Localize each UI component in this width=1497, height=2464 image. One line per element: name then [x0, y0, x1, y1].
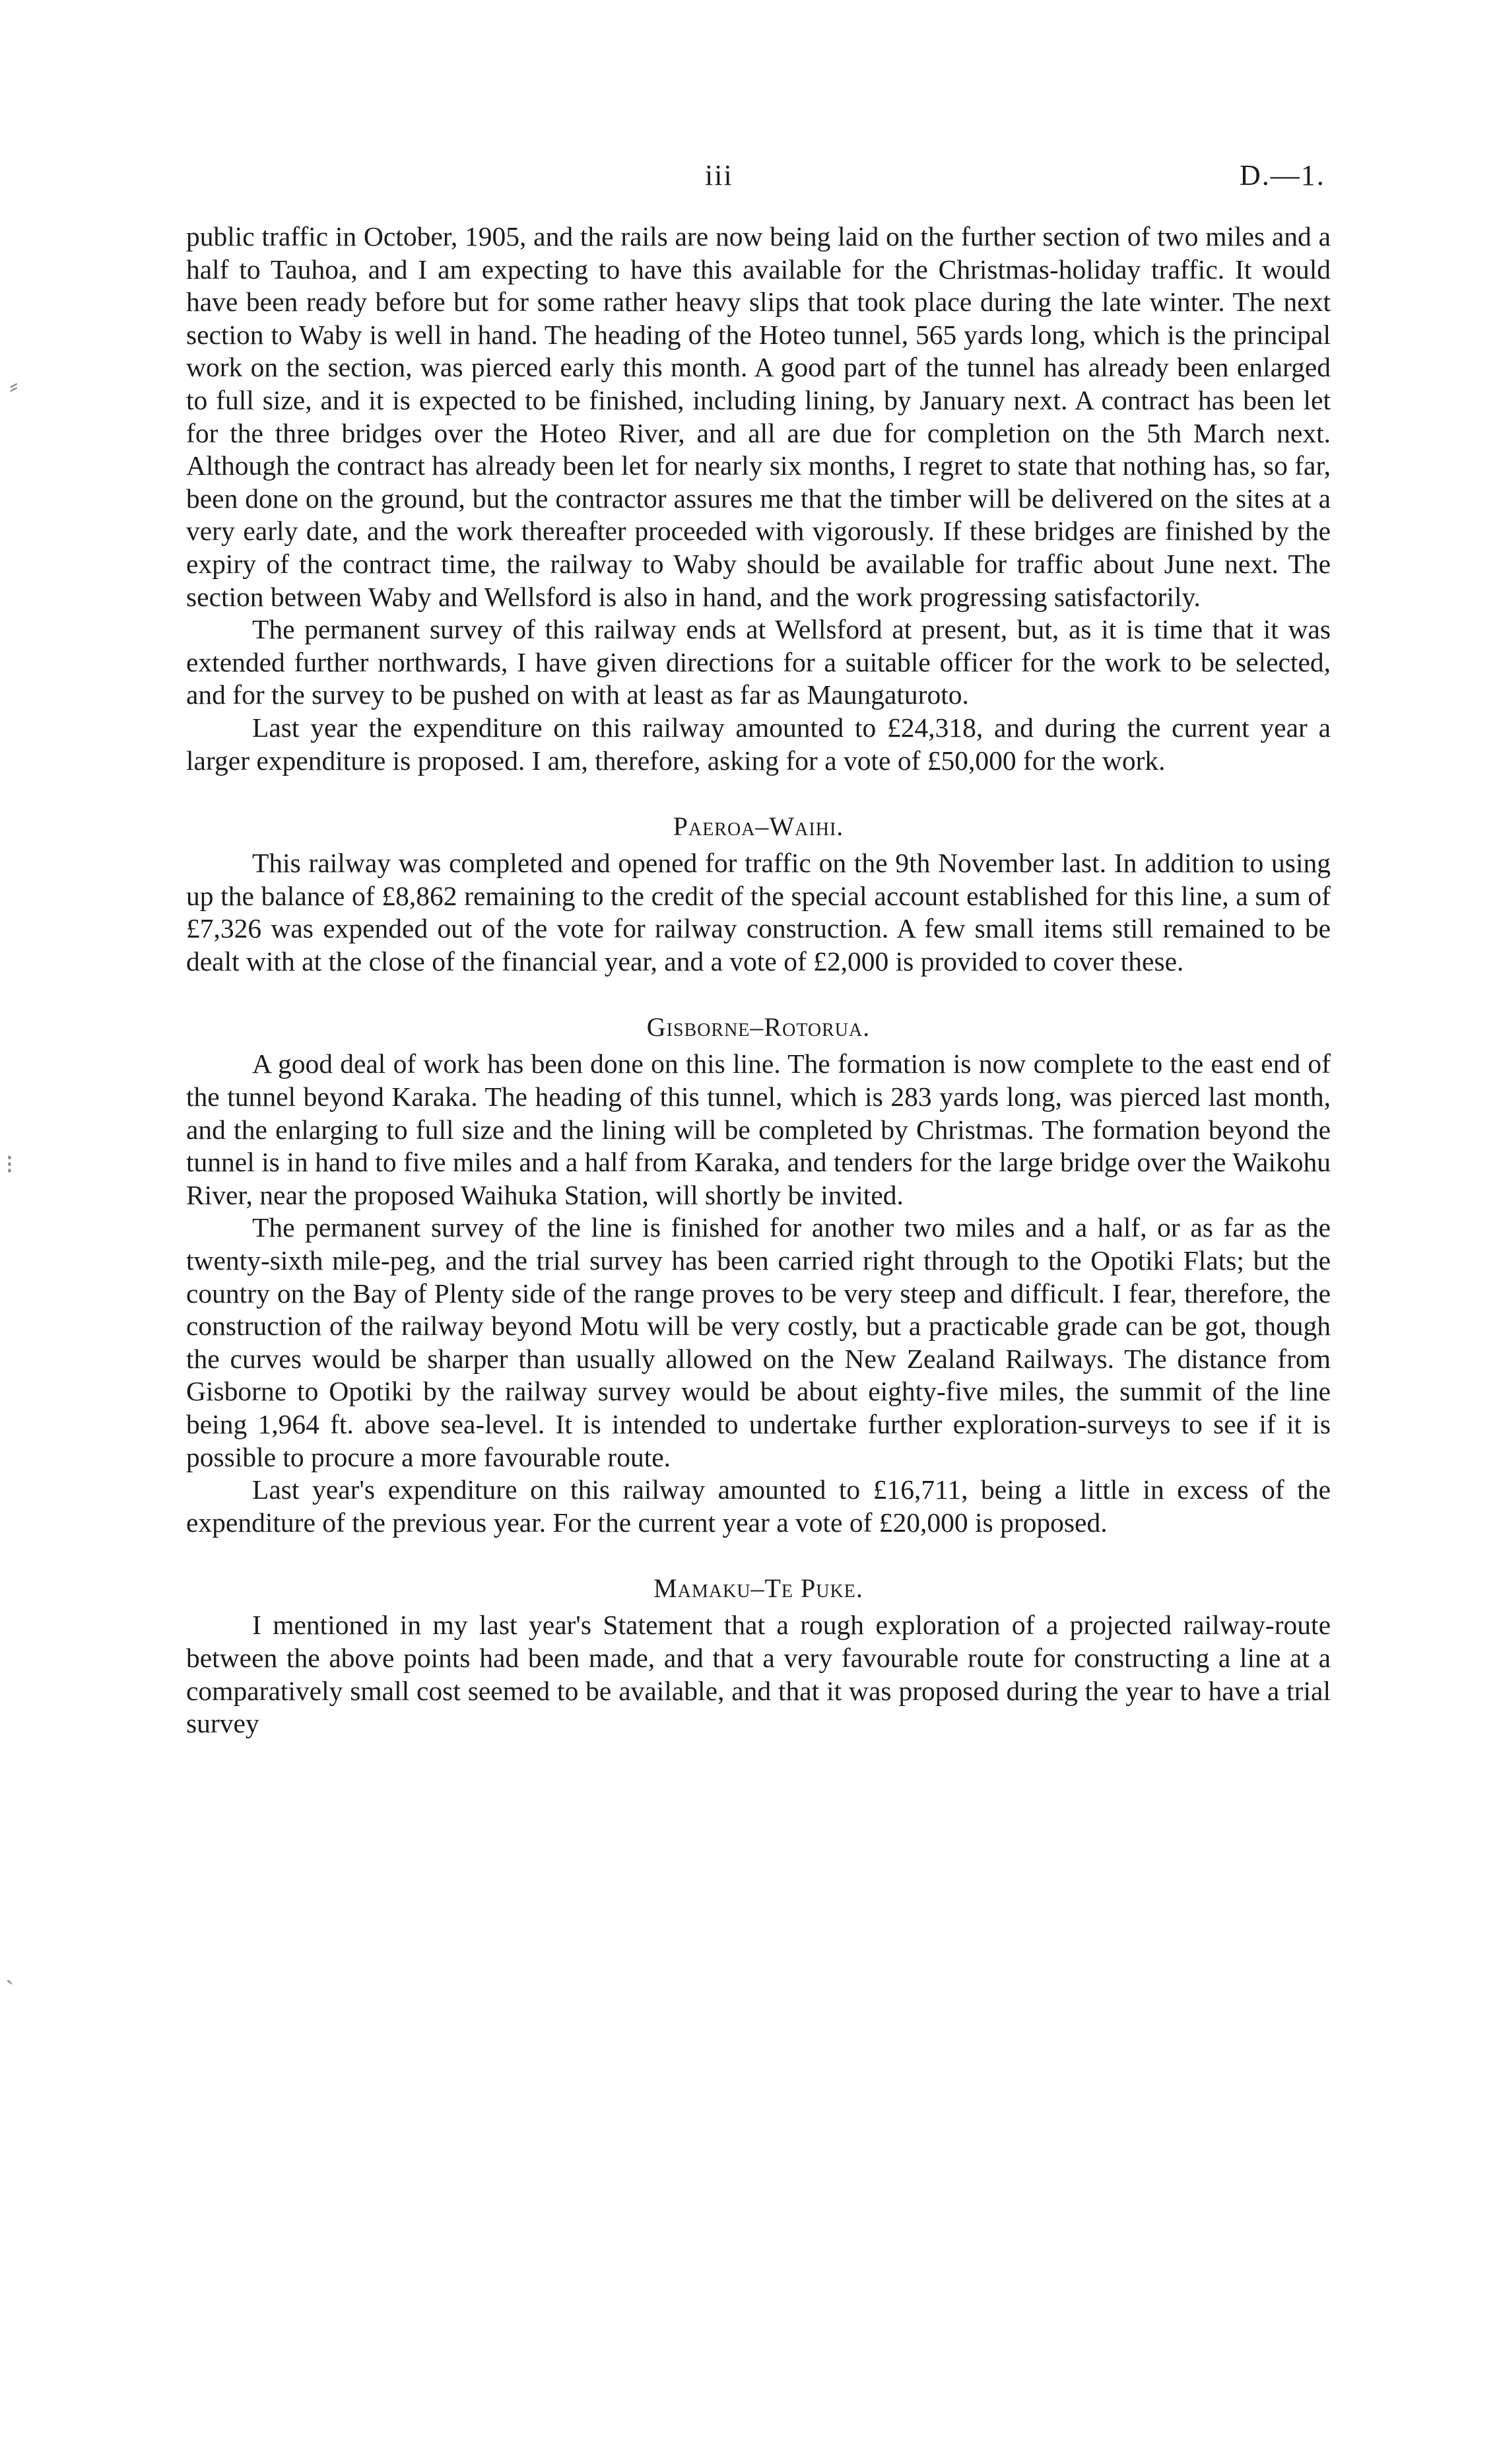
margin-mark-icon: ˎ	[5, 1955, 15, 1985]
document-reference: D.—1.	[1240, 159, 1325, 191]
margin-mark-icon: ⸗	[9, 370, 18, 400]
paragraph: I mentioned in my last year's Statement that a rough exploration of a projected railway-route between the above points had been made, and that a very favourable route for constructing a line at a comparatively small cost seemed to be available, and that it was proposed during the year to have a trial survey	[186, 1610, 1331, 1739]
paragraph: Last year's expenditure on this railway amounted to £16,711, being a little in excess of the expenditure of the previous year. For the current year a vote of £20,000 is proposed.	[186, 1474, 1331, 1538]
margin-mark-icon: ⁝	[5, 1149, 14, 1179]
section-heading-paeroa-waihi: Paeroa–Waihi.	[673, 811, 844, 842]
section-heading-mamaku-te-puke: Mamaku–Te Puke.	[653, 1573, 863, 1604]
paragraph: This railway was completed and opened for traffic on the 9th November last. In addition to using up the balance of £8,862 remaining to the credit of the special account established for this line, a sum of £7,326 was expended out of the vote for railway construction. A few small items still remained to be dealt with at the close of the financial year, and a vote of £2,000 is provided to cover these.	[186, 848, 1331, 976]
paragraph: The permanent survey of this railway ends at Wellsford at present, but, as it is time that it was extended further northwards, I have given directions for a suitable officer for the work to be selected, and for the survey to be pushed on with at least as far as Maungaturoto.	[186, 614, 1331, 710]
page-number: iii	[705, 159, 733, 191]
document-body	[186, 221, 1331, 1740]
paragraph: A good deal of work has been done on this line. The formation is now complete to the east end of the tunnel beyond Karaka. The heading of this tunnel, which is 283 yards long, was pierced last month, and the enlarging to full size and the lining will be completed by Christmas. The formation beyond the tunnel is in hand to five miles and a half from Karaka, and tenders for the large bridge over the Waikohu River, near the proposed Waihuka Station, will shortly be invited.	[186, 1048, 1331, 1210]
paragraph: Last year the expenditure on this railway amounted to £24,318, and during the current year a larger expenditure is proposed. I am, therefore, asking for a vote of £50,000 for the work.	[186, 712, 1331, 776]
page-header	[0, 158, 1497, 198]
paragraph: The permanent survey of the line is finished for another two miles and a half, or as far as the twenty-sixth mile-peg, and the trial survey has been carried right through to the Opotiki Flats; but the country on the Bay of Plenty side of the range proves to be very steep and difficult. I fear, therefore, the construction of the railway beyond Motu will be very costly, but a practicable grade can be got, though the curves would be sharper than usually allowed on the New Zealand Railways. The distance from Gisborne to Opotiki by the railway survey would be about eighty-five miles, the summit of the line being 1,964 ft. above sea-level. It is intended to undertake further exploration-surveys to see if it is possible to procure a more favourable route.	[186, 1212, 1331, 1472]
paragraph: public traffic in October, 1905, and the rails are now being laid on the further section of two miles and a half to Tauhoa, and I am expecting to have this available for the Christmas-holiday traffic. It would have been ready before but for some rather heavy slips that took place during the late winter. The next section to Waby is well in hand. The heading of the Hoteo tunnel, 565 yards long, which is the principal work on the section, was pierced early this month. A good part of the tunnel has already been enlarged to full size, and it is expected to be finished, including lining, by January next. A contract has been let for the three bridges over the Hoteo River, and all are due for completion on the 5th March next. Although the contract has already been let for nearly six months, I regret to state that nothing has, so far, been done on the ground, but the contractor assures me that the timber will be delivered on the sites at a very early date, and the work thereafter proceeded with vigorously. If these bridges are finished by the expiry of the contract time, the railway to Waby should be available for traffic about June next. The section between Waby and Wellsford is also in hand, and the work progressing satisfactorily.	[186, 221, 1331, 612]
section-heading-gisborne-rotorua: Gisborne–Rotorua.	[646, 1012, 871, 1043]
